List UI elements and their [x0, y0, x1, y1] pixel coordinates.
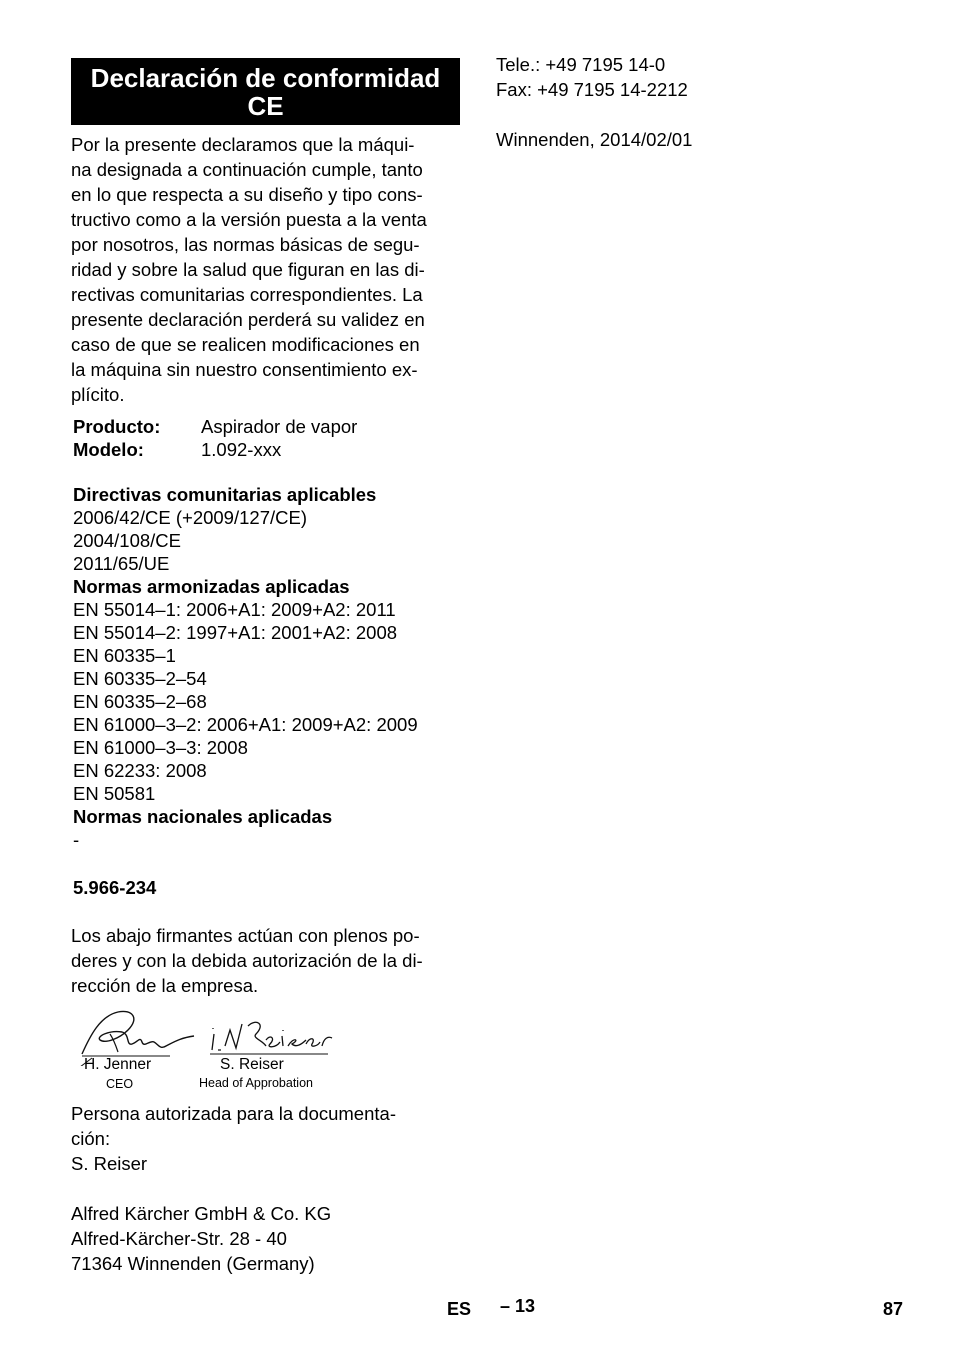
signer-name: H. Jenner	[84, 1056, 152, 1073]
product-value: Aspirador de vapor	[201, 416, 358, 437]
intro-line: caso de que se realicen modificaciones en	[71, 334, 420, 355]
signers-line: rección de la empresa.	[71, 975, 259, 996]
national-heading: Normas nacionales aplicadas	[73, 806, 333, 827]
heading-line-2: CE	[247, 90, 284, 121]
intro-line: Por la presente declaramos que la máqui-	[71, 134, 415, 155]
signers-line: deres y con la debida autorización de la di-	[71, 950, 423, 971]
directive-item: 2011/65/UE	[73, 553, 170, 574]
intro-line: rectivas comunitarias correspondientes. La	[71, 284, 423, 305]
model-row	[73, 438, 418, 461]
intro-line: por nosotros, las normas básicas de segu-	[71, 234, 420, 255]
product-row	[73, 415, 418, 438]
standard-item: EN 60335–2–68	[73, 691, 207, 712]
contact-block	[496, 52, 692, 152]
footer-page-number: 87	[883, 1299, 904, 1319]
authorized-line: S. Reiser	[71, 1153, 148, 1174]
address-line: Alfred-Kärcher-Str. 28 - 40	[71, 1228, 287, 1249]
footer-language: ES	[447, 1299, 472, 1319]
signer-name: S. Reiser	[220, 1056, 284, 1073]
footer-section-page: – 13	[500, 1296, 536, 1316]
standard-item: EN 62233: 2008	[73, 760, 207, 781]
company-address	[71, 1201, 463, 1276]
standard-item: EN 61000–3–2: 2006+A1: 2009+A2: 2009	[73, 714, 418, 735]
address-line: Alfred Kärcher GmbH & Co. KG	[71, 1203, 332, 1224]
directive-item: 2006/42/CE (+2009/127/CE)	[73, 507, 307, 528]
document-number: 5.966-234	[73, 877, 157, 898]
standard-item: EN 60335–1	[73, 645, 176, 666]
standard-item: EN 50581	[73, 783, 156, 804]
intro-line: la máquina sin nuestro consentimiento ex-	[71, 359, 418, 380]
intro-line: plícito.	[71, 384, 125, 405]
authorized-person	[71, 1101, 463, 1176]
signature-block	[70, 1006, 340, 1096]
telephone: Tele.: +49 7195 14-0	[496, 54, 666, 75]
standard-item: EN 60335–2–54	[73, 668, 207, 689]
intro-line: en lo que respecta a su diseño y tipo cons-	[71, 184, 423, 205]
intro-line: na designada a continuación cumple, tanto	[71, 159, 423, 180]
model-label: Modelo:	[73, 439, 144, 460]
standard-item: EN 61000–3–3: 2008	[73, 737, 248, 758]
authorized-line: ción:	[71, 1128, 111, 1149]
product-label: Producto:	[73, 416, 161, 437]
signers-line: Los abajo firmantes actúan con plenos po-	[71, 925, 420, 946]
signer-role: CEO	[106, 1077, 134, 1091]
heading-line-1: Declaración de conformidad	[90, 62, 441, 93]
model-value: 1.092-xxx	[201, 439, 282, 460]
intro-paragraph	[71, 132, 463, 407]
place-date: Winnenden, 2014/02/01	[496, 129, 693, 150]
intro-line: ridad y sobre la salud que figuran en las di-	[71, 259, 425, 280]
standard-item: EN 55014–1: 2006+A1: 2009+A2: 2011	[73, 599, 396, 620]
signer-role: Head of Approbation	[199, 1076, 313, 1090]
address-line: 71364 Winnenden (Germany)	[71, 1253, 315, 1274]
standard-item: EN 55014–2: 1997+A1: 2001+A2: 2008	[73, 622, 398, 643]
directive-item: 2004/108/CE	[73, 530, 182, 551]
authorized-line: Persona autorizada para la documenta-	[71, 1103, 396, 1124]
signers-paragraph	[71, 923, 463, 998]
section-heading	[71, 58, 460, 125]
declaration-details	[73, 415, 418, 899]
national-value: -	[73, 829, 80, 850]
intro-line: tructivo como a la versión puesta a la venta	[71, 209, 427, 230]
directives-heading: Directivas comunitarias aplicables	[73, 484, 377, 505]
harmonized-heading: Normas armonizadas aplicadas	[73, 576, 350, 597]
intro-line: presente declaración perderá su validez en	[71, 309, 425, 330]
fax: Fax: +49 7195 14-2212	[496, 79, 688, 100]
